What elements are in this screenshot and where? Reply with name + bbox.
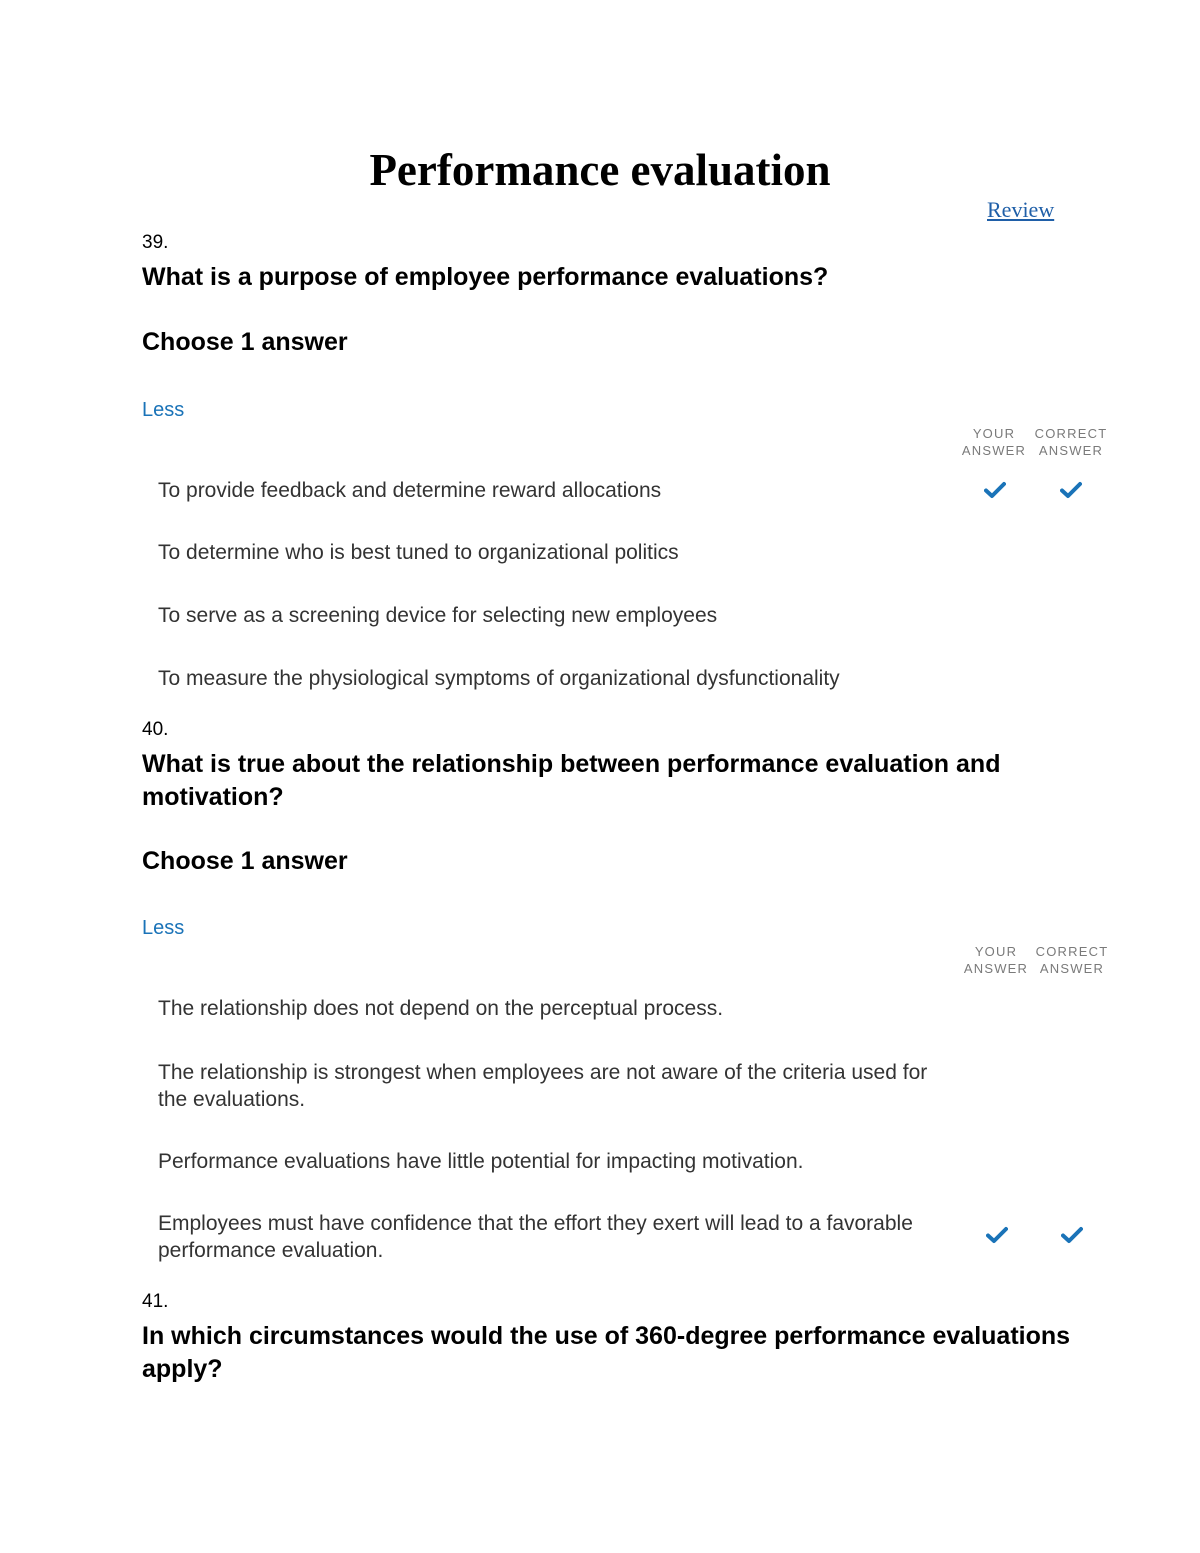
answer-option: Performance evaluations have little potential for impacting motivation. <box>158 1150 804 1173</box>
answer-option: Employees must have confidence that the effort they exert will lead to a favorable performance evaluation. <box>158 1212 913 1262</box>
your-answer-header: YOUR ANSWER <box>963 944 1029 976</box>
answer-option: To measure the physiological symptoms of organizational dysfunctionality <box>158 667 840 690</box>
question-text: In which circumstances would the use of 360-degree performance evaluations apply? <box>142 1322 1071 1383</box>
correct-answer-checkmark-icon <box>1061 1226 1083 1244</box>
choose-instruction: Choose 1 answer <box>142 847 348 875</box>
your-answer-checkmark-icon <box>986 1226 1008 1244</box>
question-number: 39. <box>142 232 169 253</box>
your-answer-checkmark-icon <box>984 481 1006 499</box>
answer-option: To determine who is best tuned to organizational politics <box>158 541 679 564</box>
answer-option: The relationship does not depend on the perceptual process. <box>158 997 724 1020</box>
page-title: Performance evaluation <box>369 145 831 195</box>
correct-answer-checkmark-icon <box>1060 481 1082 499</box>
question-number: 40. <box>142 719 169 740</box>
review-link[interactable]: Review <box>987 197 1055 222</box>
answer-option: To provide feedback and determine reward allocations <box>158 479 662 502</box>
answer-option: To serve as a screening device for selecting new employees <box>158 604 718 627</box>
correct-answer-header: CORRECT ANSWER <box>1034 426 1108 458</box>
choose-instruction: Choose 1 answer <box>142 328 348 356</box>
question-text: What is a purpose of employee performance evaluations? <box>142 263 829 291</box>
less-toggle[interactable]: Less <box>142 399 185 421</box>
your-answer-header: YOUR ANSWER <box>961 426 1027 458</box>
question-text: What is true about the relationship between performance evaluation and motivation? <box>142 750 1001 811</box>
less-toggle[interactable]: Less <box>142 917 185 939</box>
answer-option: The relationship is strongest when employees are not aware of the criteria used for the evaluations. <box>158 1061 928 1111</box>
question-number: 41. <box>142 1291 169 1312</box>
correct-answer-header: CORRECT ANSWER <box>1035 944 1109 976</box>
